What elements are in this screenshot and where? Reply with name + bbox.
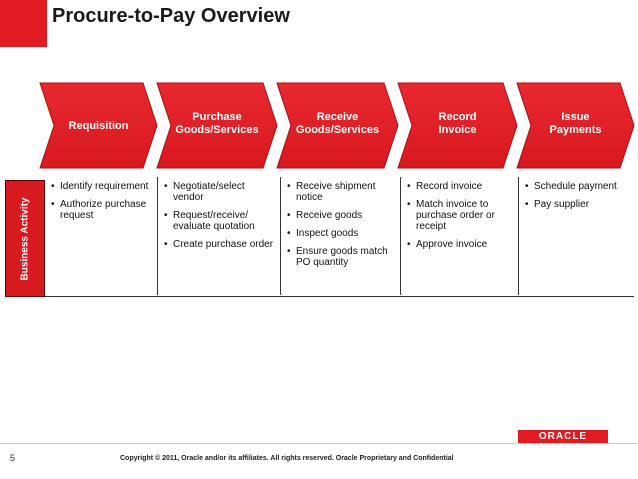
activity-column <box>45 177 157 295</box>
page-title: Procure-to-Pay Overview <box>52 5 290 27</box>
activity-item: • Identify requirement <box>51 181 153 192</box>
activity-item: • Inspect goods <box>287 228 396 239</box>
activity-item: • Create purchase order <box>164 239 276 250</box>
process-step-label <box>412 111 503 137</box>
activity-item: • Authorize purchase request <box>51 199 153 221</box>
activity-item: • Receive goods <box>287 210 396 221</box>
activity-column <box>157 177 280 295</box>
row-label-text: Business Activity <box>19 197 31 280</box>
process-step-label <box>291 111 384 137</box>
activity-item: • Ensure goods match PO quantity <box>287 246 396 268</box>
process-step-label-line: Purchase <box>192 111 242 123</box>
oracle-logo: ORACLE <box>518 430 608 443</box>
process-step-label-line: Receive <box>316 111 359 123</box>
activity-list <box>158 177 280 250</box>
activity-column <box>400 177 518 295</box>
activity-item: • Schedule payment <box>525 181 630 192</box>
process-step-label-line: Requisition <box>68 120 129 132</box>
activity-item: • Record invoice <box>407 181 514 192</box>
grid-bottom-border <box>45 296 634 297</box>
process-step-label <box>171 111 263 137</box>
activity-grid <box>45 177 634 297</box>
process-step-label <box>54 120 143 133</box>
activity-list <box>519 177 634 210</box>
footer-divider <box>0 443 638 444</box>
activity-column <box>518 177 634 295</box>
row-label-business-activity <box>5 180 45 297</box>
activity-list <box>45 177 157 221</box>
activity-item: • Match invoice to purchase order or receipt <box>407 199 514 232</box>
process-step-label-line: Issue <box>561 111 590 123</box>
activity-item: • Request/receive/ evaluate quotation <box>164 210 276 232</box>
process-chevrons <box>0 0 638 170</box>
activity-item: • Receive shipment notice <box>287 181 396 203</box>
copyright-text: Copyright © 2011, Oracle and/or its affiliates. All rights reserved. Oracle Proprietary and Confidential <box>120 455 454 462</box>
activity-item: • Negotiate/select vendor <box>164 181 276 203</box>
process-step-label-line: Goods/Services <box>295 124 380 136</box>
process-step-label <box>531 111 620 137</box>
activity-list <box>281 177 400 268</box>
process-step-label-line: Payments <box>549 124 602 136</box>
activity-list <box>401 177 518 250</box>
page-number: 5 <box>10 453 16 463</box>
activity-column <box>280 177 400 295</box>
process-step-label-line: Goods/Services <box>175 124 259 136</box>
activity-item: • Approve invoice <box>407 239 514 250</box>
process-step-label-line: Record <box>438 111 477 123</box>
activity-item: • Pay supplier <box>525 199 630 210</box>
process-step-label-line: Invoice <box>438 124 477 136</box>
